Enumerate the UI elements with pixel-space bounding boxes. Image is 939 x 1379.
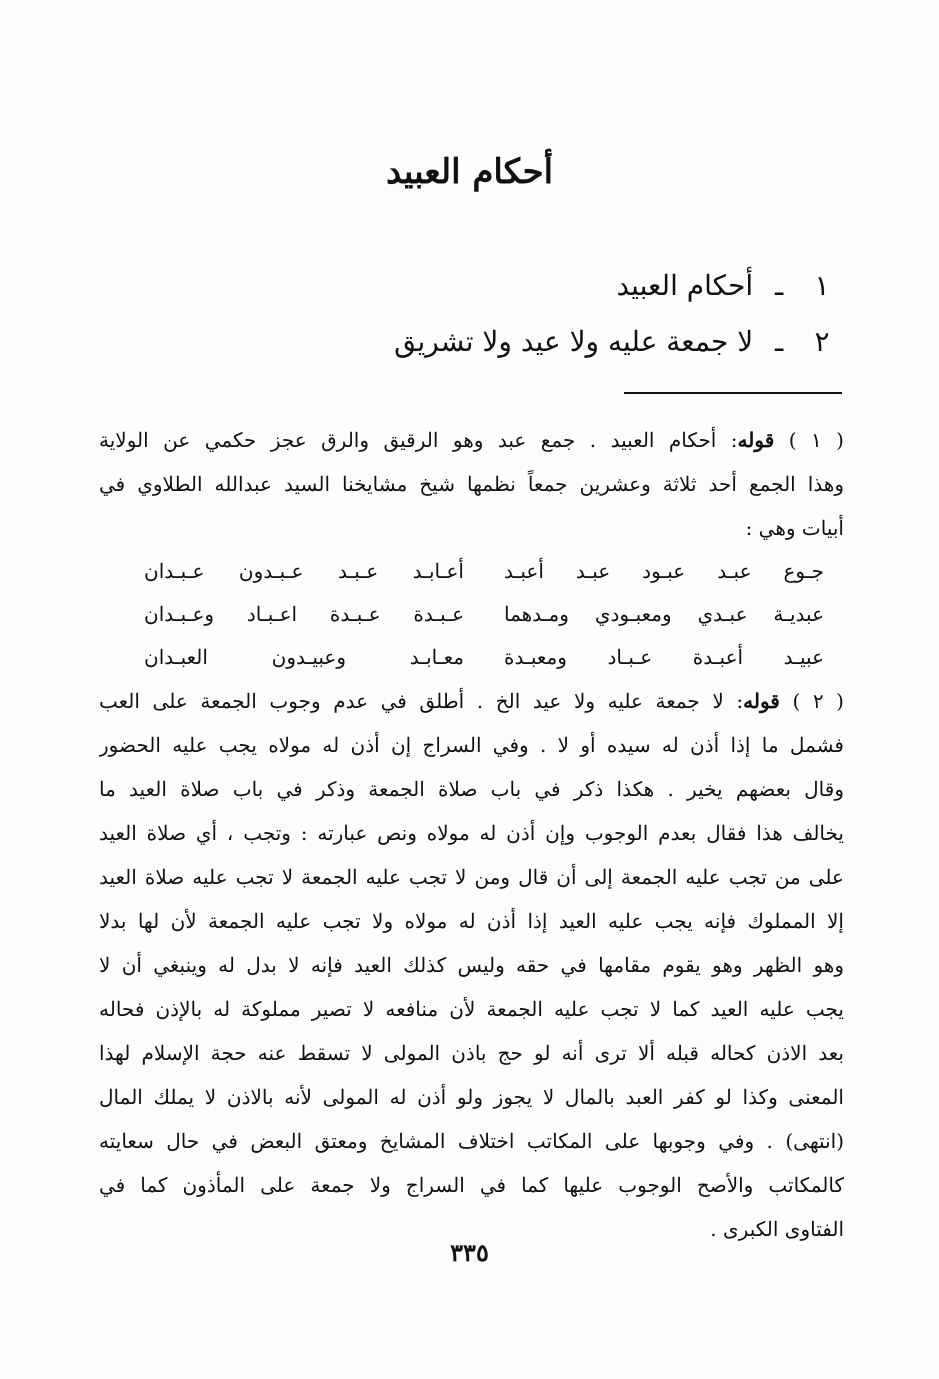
poem-verses xyxy=(144,550,824,679)
footnote-2-line: المعنى وكذا لو كفر العبد بالمال لا يجوز ولو أذن له المولى لأنه بالاذن لا يملك المال xyxy=(99,1085,844,1109)
footnotes xyxy=(99,418,844,1251)
contents-item-dash: ـ xyxy=(774,269,784,302)
footnote-ref-label: قوله xyxy=(737,428,775,452)
verse-second-hemistich: أعـابـد عـبـد عـبـدون عـبـدان xyxy=(144,559,464,583)
verse-first-hemistich: عبيـد أعبـدة عـبـاد ومعبـدة xyxy=(504,645,824,669)
footnote-2-line: بعد الاذن كحاله قبله ألا ترى أنه لو حج باذن المولى لا تسقط عنه حجة الإسلام لهذا xyxy=(99,1041,844,1065)
footnote-2-line: كالمكاتب والأصح الوجوب عليها كما في السراج ولا جمعة على المأذون كما في xyxy=(99,1173,844,1197)
footnote-text: : لا جمعة عليه ولا عيد الخ . أطلق في عدم وجوب الجمعة على العب xyxy=(99,689,744,713)
poem-verse xyxy=(144,593,824,636)
contents-item-number: ٢ xyxy=(814,325,830,358)
contents-item xyxy=(279,314,839,370)
verse-first-hemistich: عبديـة عبـدي ومعبـودي ومـدهما xyxy=(504,602,824,626)
footnote-ref-label: قوله xyxy=(743,689,780,713)
footnote-2-line: الفتاوى الكبرى . xyxy=(710,1217,844,1241)
footnote-1-line: وهذا الجمع أحد ثلاثة وعشرين جمعاً نظمها شيخ مشايخنا السيد عبدالله الطلاوي في xyxy=(99,472,844,496)
footnote-2-line: يجب عليه العيد كما لا تجب عليه الجمعة لأن منافعه لا تصير مملوكة له بالإذن فحاله xyxy=(99,997,844,1021)
poem-verse xyxy=(144,550,824,593)
footnote-2-line: (انتهى) . وفي وجوبها على المكاتب اختلاف المشايخ ومعتق البعض في حال سعايته xyxy=(99,1129,844,1153)
footnote-text: : أحكام العبيد . جمع عبد وهو الرقيق والرق عجز حكمي عن الولاية xyxy=(99,428,738,452)
footnote-marker: ( ٢ ) xyxy=(792,689,844,713)
verse-first-hemistich: جـوع عبـد عبـود عبـد أعبـد xyxy=(504,559,824,583)
chapter-title: أحكام العبيد xyxy=(385,152,554,192)
contents-item-dash: ـ xyxy=(774,325,784,358)
footnote-marker: ( ١ ) xyxy=(788,428,844,452)
footnote-2-line: إلا المملوك فإنه يجب عليه العيد إذا أذن له مولاه ولا تجب عليه الجمعة لأن لها بدلا xyxy=(99,909,844,933)
footnote-2-line: وهو الظهر وهو يقوم مقامها في حقه وليس كذلك العيد فإنه لا بدل له وينبغي أن لا xyxy=(99,953,844,977)
footnote-1-line: أبيات وهي : xyxy=(745,516,844,540)
poem-verse xyxy=(144,636,824,679)
contents-item-number: ١ xyxy=(814,269,830,302)
footnote-2-line xyxy=(99,679,844,723)
footnote-2-line: وقال بعضهم يخير . هكذا ذكر في باب صلاة الجمعة وذكر في باب صلاة العيد ما xyxy=(99,777,844,801)
contents-item-label: أحكام العبيد xyxy=(616,269,754,302)
contents-item xyxy=(279,258,839,314)
footnote-1-line xyxy=(99,418,844,462)
footnote-2-line: فشمل ما إذا أذن له سيده أو لا . وفي السراج إن أذن له مولاه يجب عليه الحضور xyxy=(99,733,844,757)
footnote-2-line: على من تجب عليه الجمعة إلى أن قال ومن لا تجب عليه الجمعة لا تجب عليه صلاة العيد xyxy=(99,865,844,889)
contents-item-label: لا جمعة عليه ولا عيد ولا تشريق xyxy=(394,325,754,358)
footnote-2-line: يخالف هذا فقال بعدم الوجوب وإن أذن له مولاه ونص عبارته : وتجب ، أي صلاة العيد xyxy=(99,821,844,845)
page-number: ٣٣٥ xyxy=(450,1238,489,1267)
verse-second-hemistich: معـابـد وعبيـدون العبـدان xyxy=(144,645,464,669)
contents-list xyxy=(279,258,839,370)
verse-second-hemistich: عـبـدة عـبـدة اعـبـاد وعـبـدان xyxy=(144,602,464,626)
footnote-divider xyxy=(624,392,842,394)
